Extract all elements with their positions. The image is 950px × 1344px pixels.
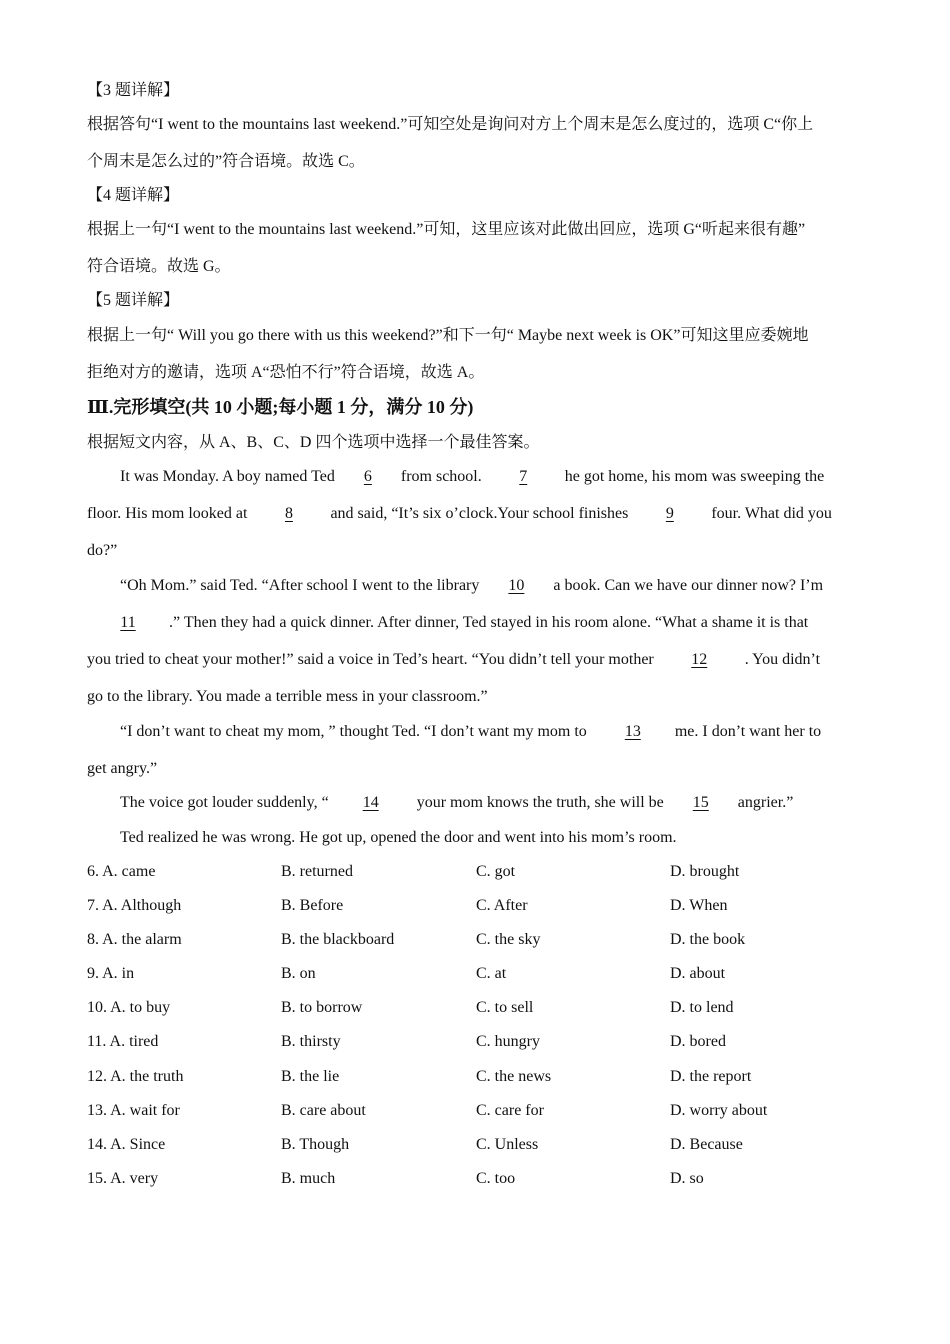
passage-p4-line1: The voice got louder suddenly, “ 14 your mom knows the truth, she will be 15 angrier.” [120, 792, 793, 814]
option-a: 12. A. the truth [87, 1068, 184, 1085]
option-c: C. got [476, 863, 516, 880]
option-d: D. bored [670, 1033, 726, 1050]
option-a: 7. A. Although [87, 897, 182, 914]
question-row [87, 997, 865, 1019]
option-a: 9. A. in [87, 965, 135, 982]
passage-p2-line3: you tried to cheat your mother!” said a voice in Ted’s heart. “You didn’t tell your mother 12 . You didn’t [87, 649, 820, 671]
option-a: 15. A. very [87, 1170, 159, 1187]
option-b: B. care about [281, 1102, 366, 1119]
blank-12: 12 [691, 651, 708, 668]
option-c: C. Unless [476, 1136, 539, 1153]
explanation-4-heading: 【4 题详解】 [87, 187, 180, 204]
option-b: B. to borrow [281, 999, 363, 1016]
explanation-4-text-line2: 符合语境。故选 G。 [87, 258, 231, 275]
explanation-5-heading: 【5 题详解】 [87, 292, 180, 309]
question-row [87, 963, 865, 985]
explanation-3-heading: 【3 题详解】 [87, 82, 180, 99]
option-a: 6. A. came [87, 863, 156, 880]
blank-7: 7 [519, 468, 528, 485]
question-row [87, 1134, 865, 1156]
option-d: D. worry about [670, 1102, 768, 1119]
passage-p5-line1: Ted realized he was wrong. He got up, opened the door and went into his mom’s room. [120, 829, 677, 846]
option-b: B. thirsty [281, 1033, 341, 1050]
option-b: B. the lie [281, 1068, 340, 1085]
option-c: C. hungry [476, 1033, 540, 1050]
option-b: B. Though [281, 1136, 350, 1153]
option-a: 11. A. tired [87, 1033, 159, 1050]
option-c: C. After [476, 897, 528, 914]
passage-p1-line2: floor. His mom looked at 8 and said, “It’s six o’clock.Your school finishes 9 four. What did you [87, 503, 832, 525]
question-row [87, 1168, 865, 1190]
option-c: C. too [476, 1170, 516, 1187]
option-d: D. so [670, 1170, 704, 1187]
blank-10: 10 [508, 577, 525, 594]
blank-9: 9 [665, 505, 674, 522]
explanation-3-text-line1: 根据答句“I went to the mountains last weekend.”可知空处是询问对方上个周末是怎么度过的，选项 C“你上 [87, 116, 814, 133]
option-d: D. the book [670, 931, 746, 948]
option-d: D. Because [670, 1136, 743, 1153]
blank-13: 13 [624, 723, 641, 740]
passage-p2-line1: “Oh Mom.” said Ted. “After school I went to the library 10 a book. Can we have our dinner now? I’m [120, 575, 823, 597]
option-c: C. the news [476, 1068, 552, 1085]
option-c: C. at [476, 965, 507, 982]
question-row [87, 895, 865, 917]
question-row [87, 1100, 865, 1122]
option-a: 10. A. to buy [87, 999, 171, 1016]
passage-p3-line1: “I don’t want to cheat my mom, ” thought Ted. “I don’t want my mom to 13 me. I don’t want her to [120, 721, 821, 743]
explanation-3-text-line2: 个周末是怎么过的”符合语境。故选 C。 [87, 153, 365, 170]
question-row [87, 1066, 865, 1088]
blank-15: 15 [692, 794, 709, 811]
question-row [87, 1031, 865, 1053]
option-b: B. much [281, 1170, 336, 1187]
blank-14: 14 [362, 794, 379, 811]
section-instruction: 根据短文内容，从 A、B、C、D 四个选项中选择一个最佳答案。 [87, 434, 540, 451]
blank-8: 8 [284, 505, 293, 522]
option-b: B. Before [281, 897, 344, 914]
explanation-5-text-line2: 拒绝对方的邀请，选项 A“恐怕不行”符合语境，故选 A。 [87, 364, 485, 381]
passage-p2-line2: 11 .” Then they had a quick dinner. After dinner, Ted stayed in his room alone. “What a shame it is that [87, 612, 808, 634]
question-row [87, 861, 865, 883]
explanation-4-text-line1: 根据上一句“I went to the mountains last weekend.”可知，这里应该对此做出回应，选项 G“听起来很有趣” [87, 221, 806, 238]
passage-p2-line4: go to the library. You made a terrible mess in your classroom.” [87, 688, 488, 705]
option-d: D. to lend [670, 999, 734, 1016]
option-b: B. the blackboard [281, 931, 395, 948]
explanation-5-text-line1: 根据上一句“ Will you go there with us this weekend?”和下一句“ Maybe next week is OK”可知这里应委婉地 [87, 327, 809, 344]
option-d: D. about [670, 965, 726, 982]
passage-p3-line2: get angry.” [87, 760, 158, 777]
option-c: C. care for [476, 1102, 544, 1119]
option-d: D. brought [670, 863, 740, 880]
option-c: C. to sell [476, 999, 534, 1016]
option-c: C. the sky [476, 931, 541, 948]
option-a: 14. A. Since [87, 1136, 166, 1153]
option-b: B. returned [281, 863, 353, 880]
passage-p1-line3: do?” [87, 542, 118, 559]
section-title: Ⅲ.完形填空(共 10 小题;每小题 1 分，满分 10 分) [87, 397, 474, 417]
blank-11: 11 [120, 614, 136, 631]
option-b: B. on [281, 965, 316, 982]
option-d: D. When [670, 897, 728, 914]
blank-6: 6 [363, 468, 372, 485]
option-a: 8. A. the alarm [87, 931, 182, 948]
option-d: D. the report [670, 1068, 752, 1085]
option-a: 13. A. wait for [87, 1102, 180, 1119]
passage-p1-line1: It was Monday. A boy named Ted 6 from school. 7 he got home, his mom was sweeping the [120, 466, 824, 488]
question-row [87, 929, 865, 951]
